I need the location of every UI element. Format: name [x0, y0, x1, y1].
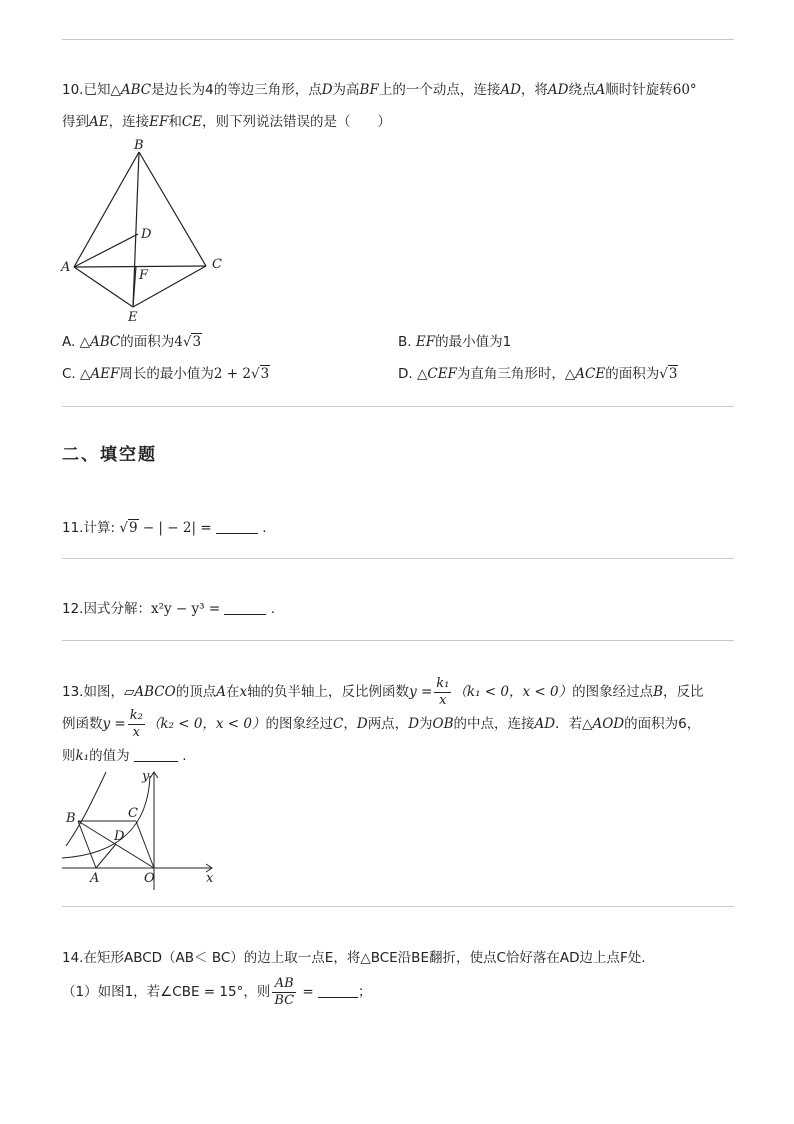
q10-line1: 10.已知△ABC是边长为4的等边三角形，点D为高BF上的一个动点，连接AD，将AD绕点A顺时针旋转60°	[62, 82, 697, 98]
label-O: O	[144, 871, 155, 886]
label-D: D	[114, 829, 125, 844]
q10-option-c[interactable]: C. △AEF周长的最小值为2 + 2√3	[62, 366, 270, 382]
q11-line: 11.计算: √9 − | − 2| = .	[62, 520, 267, 536]
label-y: y	[142, 769, 150, 784]
sqrt-sign: √3	[659, 366, 678, 382]
answer-blank[interactable]	[318, 983, 358, 998]
fraction-k2-over-x: $\frac{\text{k₂}}{x}$	[129, 707, 143, 740]
sqrt-sign: √3	[250, 366, 270, 382]
q14-line2: （1）如图1，若∠CBE = 15°，则 $\frac{AB}{BC}$ = ；	[62, 975, 372, 1008]
q10-option-d[interactable]: D. △CEF为直角三角形时，△ACE的面积为√3	[398, 366, 678, 382]
label-B: B	[66, 811, 76, 826]
answer-blank[interactable]	[224, 600, 266, 615]
q10-line2: 得到AE，连接EF和CE，则下列说法错误的是（ ）	[62, 114, 392, 130]
label-C: C	[212, 257, 222, 272]
q13-figure	[60, 766, 224, 890]
seg-BA	[78, 821, 96, 868]
q14-line1: 14.在矩形ABCD（AB＜ BC）的边上取一点E，将△BCE沿BE翻折，使点C恰好落在AD边上点F处.	[62, 950, 646, 966]
label-A: A	[61, 260, 71, 275]
label-x: x	[206, 871, 214, 886]
q13-line1: 13.如图，▱ABCO的顶点A在x轴的负半轴上，反比例函数y = $\frac{\text{k₁}}{x}$ （k₁ < 0，x < 0）的图象经过点B，反比	[62, 675, 704, 708]
answer-blank[interactable]	[216, 519, 258, 534]
sqrt-sign: √3	[182, 334, 202, 350]
label-A: A	[90, 871, 100, 886]
section-title: 二、填空题	[62, 445, 157, 465]
divider	[62, 640, 734, 641]
q10-option-a[interactable]: A. △ABC的面积为4√3	[62, 334, 202, 350]
seg-AE	[74, 267, 133, 307]
seg-CO	[136, 821, 154, 868]
divider	[62, 558, 734, 559]
label-B: B	[134, 138, 144, 153]
label-E: E	[128, 310, 138, 325]
q13-line3: 则k₁的值为 .	[62, 748, 187, 764]
seg-BE	[133, 152, 139, 307]
q10-figure	[58, 136, 238, 326]
seg-BC	[139, 152, 206, 266]
fraction-ab-over-bc: $\frac{AB}{BC}$	[274, 975, 295, 1008]
answer-blank[interactable]	[134, 747, 178, 762]
divider	[62, 906, 734, 907]
sqrt-sign: √9	[119, 520, 138, 536]
q13-line2: 例函数y = $\frac{\text{k₂}}{x}$ （k₂ < 0，x < 0）的图象经过C，D两点，D为OB的中点，连接AD．若△AOD的面积为6，	[62, 707, 701, 740]
q12-line: 12.因式分解：x²y − y³ = .	[62, 601, 276, 617]
label-D: D	[141, 227, 152, 242]
fraction-k1-over-x: $\frac{\text{k₁}}{x}$	[436, 675, 450, 708]
seg-AC	[74, 266, 206, 267]
label-F: F	[139, 268, 149, 283]
top-divider	[62, 39, 734, 40]
divider	[62, 406, 734, 407]
q10-option-b[interactable]: B. EF的最小值为1	[398, 334, 512, 350]
label-C: C	[128, 806, 138, 821]
